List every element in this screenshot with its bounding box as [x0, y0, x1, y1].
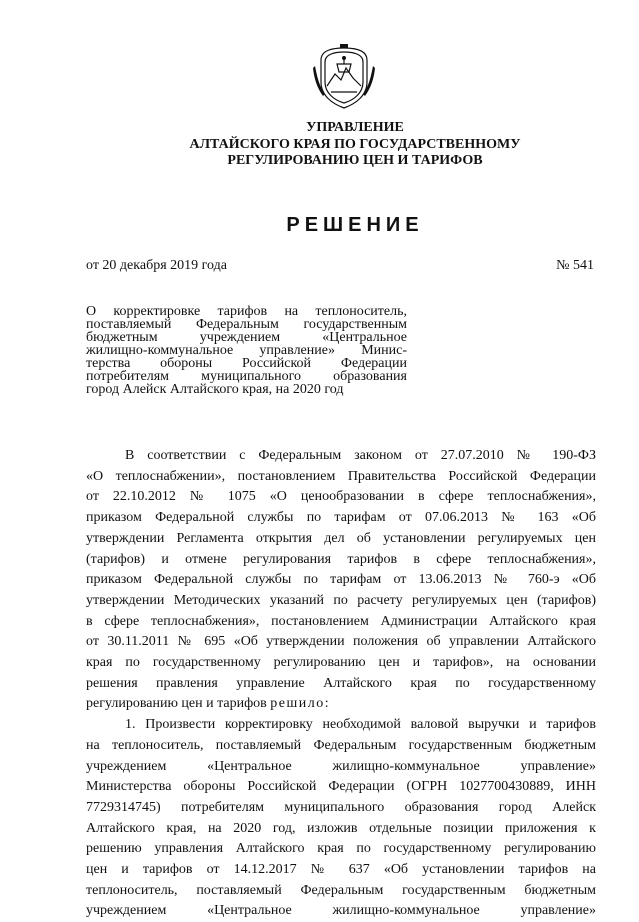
body-line: Министерства обороны Российской Федерации (ОГРН 1027700430889, ИНН	[86, 779, 596, 795]
subject-line: потребителям муниципального образования	[86, 369, 407, 384]
subject-line: жилищно-коммунальное управление» Минис-	[86, 343, 407, 358]
body-line: 7729314745) потребителям муниципального образования город Алейск	[86, 799, 596, 815]
body-line: края по государственному регулированию цен и тарифов», на основании	[86, 655, 596, 671]
body-line: на теплоноситель, поставляемый Федеральным государственным бюджетным	[86, 737, 596, 753]
document-type-title: РЕШЕНИЕ	[286, 214, 424, 236]
body-line: 1. Произвести корректировку необходимой валовой выручки и тарифов	[125, 717, 596, 733]
body-line: (тарифов) и отмене регулирования тарифов в сфере теплоснабжения»,	[86, 551, 596, 567]
document-subject	[86, 305, 407, 396]
document-number: № 541	[556, 258, 594, 273]
body-line: утверждении Методических указаний по расчету регулируемых цен (тарифов)	[86, 592, 596, 608]
subject-line: О корректировке тарифов на теплоноситель,	[86, 304, 407, 319]
agency-name	[120, 120, 590, 170]
subject-line: поставляемый Федеральным государственным	[86, 317, 407, 332]
subject-line: город Алейск Алтайского края, на 2020 год	[86, 382, 344, 397]
body-text: регулированию цен и тарифов	[86, 696, 271, 712]
body-line: приказом Федеральной службы по тарифам от 07.06.2013 № 163 «Об	[86, 510, 596, 526]
agency-line: РЕГУЛИРОВАНИЮ ЦЕН И ТАРИФОВ	[227, 153, 483, 168]
subject-line: терства обороны Российской Федерации	[86, 356, 407, 371]
body-line: «О теплоснабжении», постановлением Правительства Российской Федерации	[86, 468, 596, 484]
altai-krai-coat-of-arms-icon	[313, 42, 375, 110]
body-line	[86, 694, 596, 715]
document-date: от 20 декабря 2019 года	[86, 258, 227, 273]
body-line: в сфере теплоснабжения», постановлением Администрации Алтайского края	[86, 613, 596, 629]
body-line: учреждением «Центральное жилищно-коммунальное управление»	[86, 758, 596, 774]
body-line: цен и тарифов от 14.12.2017 № 637 «Об установлении тарифов на	[86, 862, 596, 878]
body-line: решению управления Алтайского края по государственному регулированию	[86, 841, 596, 857]
body-line: от 22.10.2012 № 1075 «О ценообразовании в сфере теплоснабжения»,	[86, 489, 596, 505]
agency-line: АЛТАЙСКОГО КРАЯ ПО ГОСУДАРСТВЕННОМУ	[189, 136, 521, 152]
body-line: В соответствии с Федеральным законом от 27.07.2010 № 190-ФЗ	[125, 448, 596, 463]
body-line: учреждением «Центральное жилищно-коммунальное управление»	[86, 903, 596, 919]
body-line: приказом Федеральной службы по тарифам от 13.06.2013 № 760-э «Об	[86, 572, 596, 588]
subject-line: бюджетным учреждением «Центральное	[86, 330, 407, 345]
body-line: теплоноситель, поставляемый Федеральным государственным бюджетным	[86, 882, 596, 898]
agency-line: УПРАВЛЕНИЕ	[306, 120, 404, 135]
body-line: от 30.11.2011 № 695 «Об утверждении положения об управлении Алтайского	[86, 634, 596, 650]
body-line: Алтайского края, на 2020 год, изложив отдельные позиции приложения к	[86, 820, 596, 836]
body-line: решения правления управление Алтайского края по государственному	[86, 675, 596, 691]
resolution-word: решило	[270, 696, 325, 712]
body-text: :	[324, 696, 329, 712]
document-body	[86, 446, 596, 922]
body-line: утверждении Регламента открытия дел об установлении регулируемых цен	[86, 530, 596, 546]
